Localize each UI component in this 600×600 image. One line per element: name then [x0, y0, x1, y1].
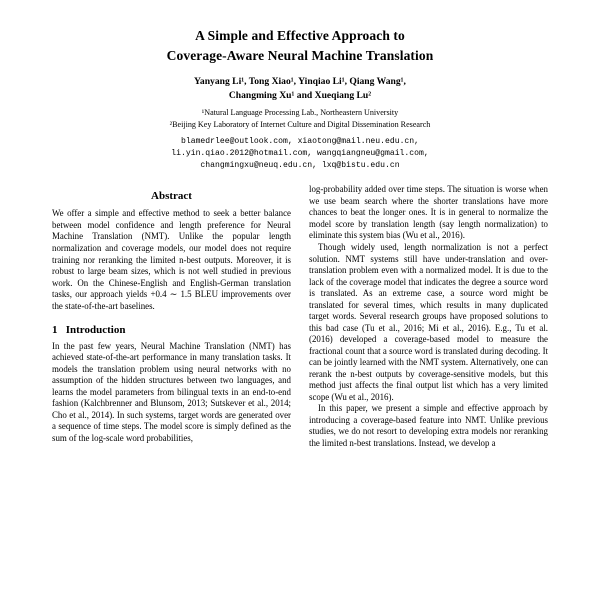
email-line-1[interactable]: blamedrlee@outlook.com, xiaotong@mail.neu.edu.cn,: [181, 136, 419, 146]
right-paragraph-3: In this paper, we present a simple and effective approach by introducing a coverage-based feature into NMT. Unlike previous studies, we do not resort to developing extra models nor reranking the limited n-best translations. Instead, we develop a: [309, 403, 548, 449]
author-emails: [52, 136, 548, 172]
author-line-2: Changming Xu¹ and Xueqiang Lu²: [228, 90, 372, 102]
body-columns: [52, 184, 548, 449]
title-line-1: A Simple and Effective Approach to: [195, 28, 405, 43]
author-line-1: Yanyang Li¹, Tong Xiao¹, Yinqiao Li¹, Qiang Wang¹,: [194, 76, 406, 88]
abstract-text: We offer a simple and effective method to seek a better balance between model confidence and length preference for Neural Machine Translation (NMT). Unlike the popular length normalization and coverage models, our model does not require training nor reranking the limited n-best outputs. Moreover, it is robust to large beam sizes, which is not well studied in previous work. On the Chinese-English and English-German translation tasks, our approach yields +0.4 ∼ 1.5 BLEU improvements over the state-of-the-art baselines.: [52, 208, 291, 311]
section-number: 1: [52, 323, 58, 336]
section-heading-introduction: [52, 324, 291, 336]
left-column: [52, 184, 291, 449]
intro-paragraph-1: In the past few years, Neural Machine Translation (NMT) has achieved state-of-the-art performance in many translation tasks. It models the translation problem using neural networks with no assumption of the hidden structures between two languages, and learns the model parameters from bilingual texts in an end-to-end fashion (Kalchbrenner and Blunsom, 2013; Sutskever et al., 2014; Cho et al., 2014). In such systems, target words are generated over a sequence of time steps. The model score is simply defined as the sum of the log-scale word probabilities,: [52, 340, 291, 443]
affiliation-2: ²Beijing Key Laboratory of Internet Culture and Digital Dissemination Research: [169, 120, 431, 130]
email-line-3[interactable]: changmingxu@neuq.edu.cn, lxq@bistu.edu.cn: [200, 161, 400, 171]
author-list: [52, 75, 548, 103]
page-title: [52, 26, 548, 65]
right-column: [309, 184, 548, 449]
abstract-heading: Abstract: [151, 190, 192, 203]
email-line-2[interactable]: li.yin.qiao.2012@hotmail.com, wangqiangneu@gmail.com,: [171, 149, 429, 159]
right-paragraph-1: log-probability added over time steps. The situation is worse when we use beam search where the shorter translations have more chances to beat the longer ones. It is in general to normalize the model score by translation length (say length normalization) to eliminate this system bias (Wu et al., 2016).: [309, 184, 548, 241]
title-line-2: Coverage-Aware Neural Machine Translation: [166, 47, 434, 63]
right-paragraph-2: Though widely used, length normalization is not a perfect solution. NMT systems still have under-translation and over-translation problem even with a normalized model. It is due to the lack of the coverage model that indicates the degree a source word is translated. As an extreme case, a source word might be translated for several times, which results in many duplicated target words. Several research groups have proposed solutions to this bad case (Tu et al., 2016; Mi et al., 2016). E.g., Tu et al. (2016) developed a coverage-based model to measure the fractional count that a source word is translated during decoding. It can be jointly learned with the NMT system. Alternatively, one can rerank the n-best outputs by coverage-sensitive models, but this method just affects the final output list which has a very limited scope (Wu et al., 2016).: [309, 241, 548, 402]
section-title: Introduction: [65, 323, 126, 336]
affiliation-1: ¹Natural Language Processing Lab., Northeastern University: [201, 107, 399, 117]
